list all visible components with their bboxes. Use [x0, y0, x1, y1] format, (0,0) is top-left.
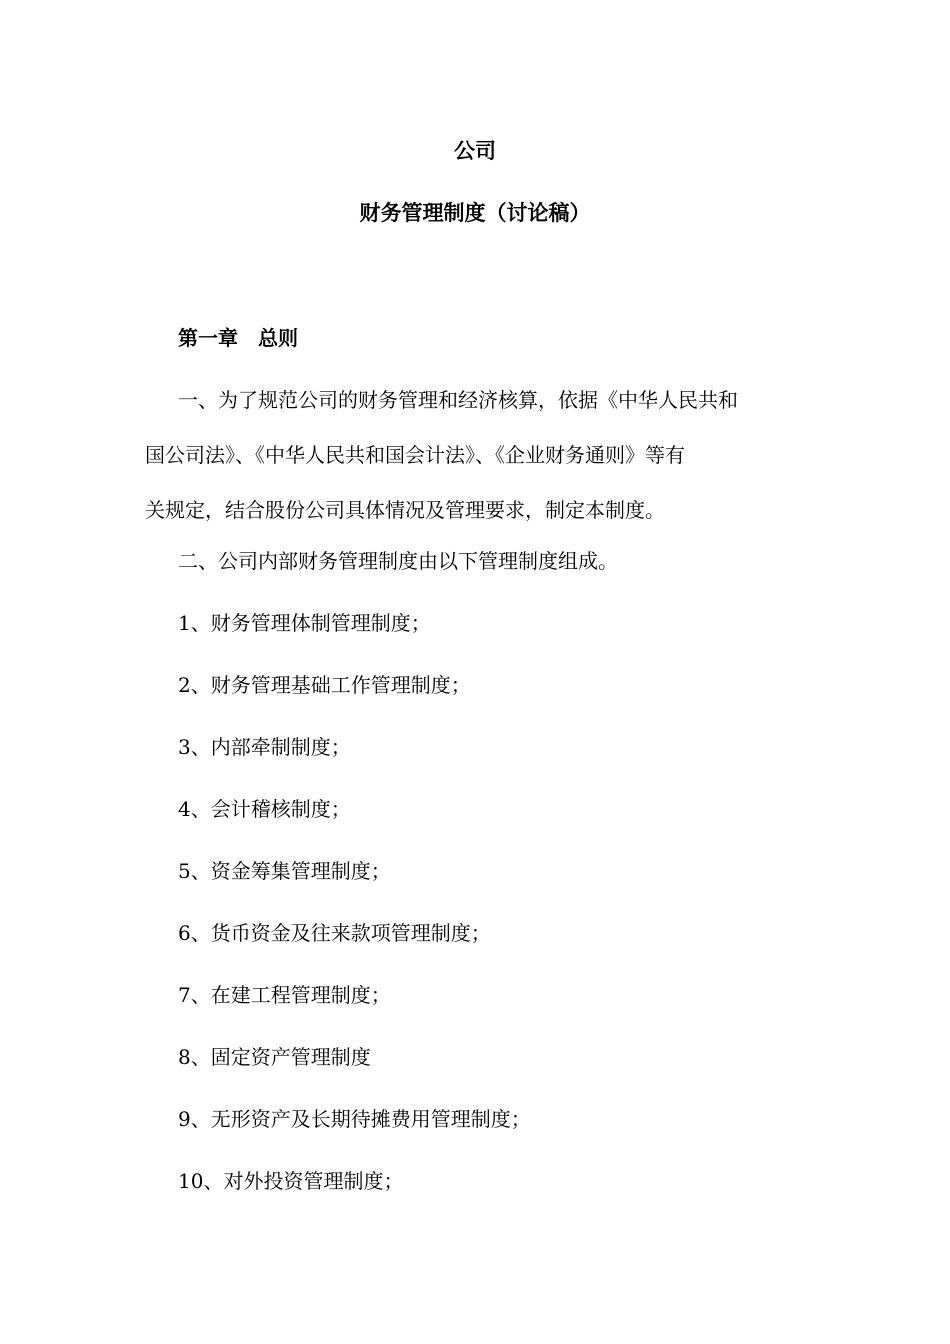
paragraph-purpose-line-2: 国公司法》、《中华人民共和国会计法》、《企业财务通则》等有 — [145, 443, 685, 467]
list-item: 2、财务管理基础工作管理制度； — [178, 673, 471, 697]
list-item: 4、会计稽核制度； — [178, 797, 351, 821]
chapter-heading: 第一章 总则 — [178, 326, 298, 350]
paragraph-purpose-line-3: 关规定，结合股份公司具体情况及管理要求，制定本制度。 — [145, 498, 665, 522]
list-item: 9、无形资产及长期待摊费用管理制度； — [178, 1107, 531, 1131]
list-item: 10、对外投资管理制度； — [178, 1169, 404, 1193]
list-item: 8、固定资产管理制度 — [178, 1045, 371, 1069]
list-item: 1、财务管理体制管理制度； — [178, 611, 431, 635]
list-item: 5、资金筹集管理制度； — [178, 859, 391, 883]
document-title: 公司 — [454, 139, 496, 163]
list-item: 7、在建工程管理制度； — [178, 983, 391, 1007]
list-item: 6、货币资金及往来款项管理制度； — [178, 921, 491, 945]
list-item: 3、内部牵制制度； — [178, 735, 351, 759]
document-subtitle: 财务管理制度（讨论稿） — [359, 201, 591, 225]
paragraph-composition: 二、公司内部财务管理制度由以下管理制度组成。 — [178, 549, 618, 573]
paragraph-purpose — [145, 386, 805, 524]
paragraph-purpose-line-1: 一、为了规范公司的财务管理和经济核算，依据《中华人民共和 — [178, 388, 738, 412]
regulation-list — [178, 609, 531, 1229]
